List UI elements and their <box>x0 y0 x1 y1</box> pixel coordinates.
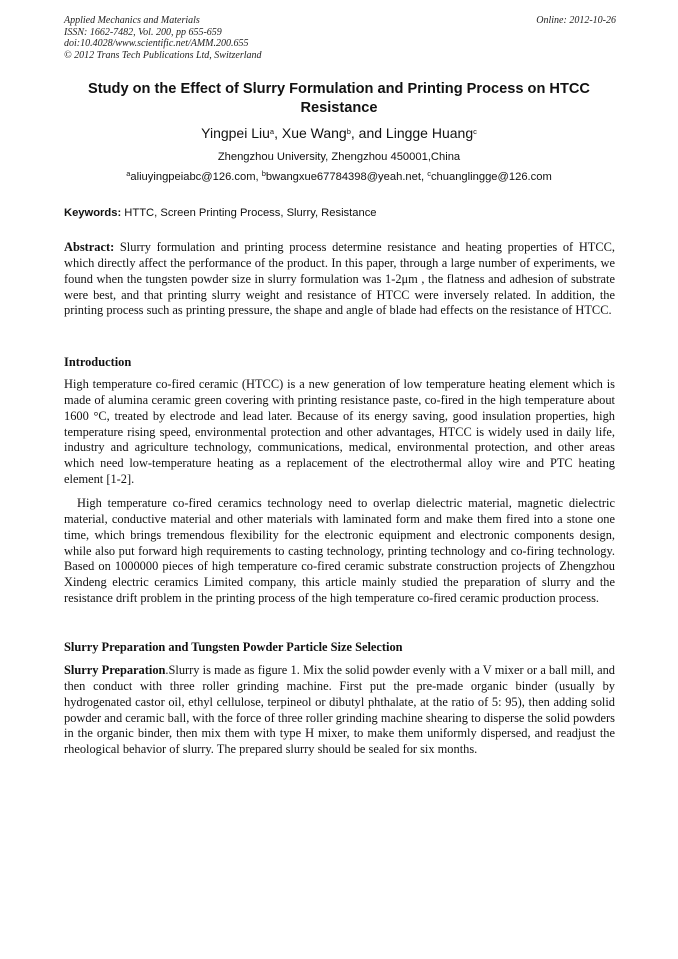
slurry-section-heading: Slurry Preparation and Tungsten Powder Particle Size Selection <box>64 640 403 654</box>
keywords-text: HTTC, Screen Printing Process, Slurry, Resistance <box>121 207 377 219</box>
paper-title: Study on the Effect of Slurry Formulation and Printing Process on HTCC Resistance <box>88 81 590 116</box>
journal-header <box>64 15 616 61</box>
email-superscript: c <box>427 169 431 178</box>
author-name: Yingpei Liu <box>201 125 270 141</box>
introduction-paragraph-2: High temperature co-fired ceramics technology need to overlap dielectric material, magnetic dielectric material, conductive material and other materials with laminated form and make them fired into a stone one time, which brings tremendous flexibility for the electronic equipment and electronic components design, while also put forward high requirements to casting technology, printing technology and co-firing technology. Based on 1000000 pieces of high temperature co-fired ceramic substrate construction projects of Zhengzhou Xindeng electric ceramics Limited company, this article mainly studied the preparation of slurry and the resistance drift problem in the printing process of the high temperature co-fired ceramic production process. <box>64 496 615 606</box>
abstract-label: Abstract: <box>64 240 115 254</box>
author-list <box>56 124 622 142</box>
slurry-run-in-heading: Slurry Preparation <box>64 663 166 677</box>
email-superscript: b <box>261 169 266 178</box>
journal-name: Applied Mechanics and Materials <box>64 15 200 26</box>
author-superscript: c <box>473 127 477 136</box>
online-date: Online: 2012-10-26 <box>536 15 616 26</box>
introduction-heading: Introduction <box>64 355 132 369</box>
email-address: chuanglingge@126.com <box>430 171 552 183</box>
affiliation: Zhengzhou University, Zhengzhou 450001,China <box>217 151 461 163</box>
journal-doi: doi:10.4028/www.scientific.net/AMM.200.655 <box>64 38 249 50</box>
slurry-paragraph <box>64 663 615 758</box>
author-separator: , <box>274 125 282 141</box>
email-superscript: a <box>126 169 131 178</box>
author-name: Lingge Huang <box>385 125 474 141</box>
keywords <box>64 206 616 220</box>
introduction-paragraph-1: High temperature co-fired ceramic (HTCC) is a new generation of low temperature heating element which is made of alumina ceramic green covering with printing resistance paste, co-fired in the high temperature about 1600 °C, treated by electrode and lead later. Because of its energy saving, good insulation properties, high temperature rising speed, environmental protection and other advantages, HTCC is widely used in daily life, industry and agriculture technology, communications, medical, environmental protection, and other areas which need low-temperature heating as a replacement of the electrothermal alloy wire and PTC heating element [1-2]. <box>64 377 615 487</box>
author-name: Xue Wang <box>281 125 347 141</box>
author-separator: , and <box>350 125 386 141</box>
abstract <box>64 240 615 319</box>
journal-issn: ISSN: 1662-7482, Vol. 200, pp 655-659 <box>64 26 222 38</box>
abstract-text: Slurry formulation and printing process determine resistance and heating properties of HTCC, which directly affect the performance of the product. In this paper, through a large number of experiments, we found when the tungsten powder size in slurry formulation was 1-2μm , the flatness and adhesion of substrate were best, and that printing slurry weight and resistance of HTCC were inversely related. In addition, the printing process such as printing pressure, the shape and angle of blade had effects on the resistance of HTCC. <box>64 240 615 318</box>
keywords-label: Keywords: <box>64 207 122 219</box>
email-address: bwangxue67784398@yeah.net <box>265 171 421 183</box>
email-list <box>56 170 622 184</box>
slurry-text: .Slurry is made as figure 1. Mix the solid powder evenly with a V mixer or a ball mill, and then conduct with three roller grinding machine. First put the pre-made organic binder (usually by hydrogenated castor oil, ethyl cellulose, terpineol or dibutyl phthalate, at the ratio of 5: 95), then adding solid powder and ceramic ball, with the force of three roller grinding machine shearing to disperse the solid powders in the organic binder, then mix them with type H mixer, to make them uniformly dispersed, and readjust the rheological behavior of slurry. The prepared slurry should be sealed for six months. <box>64 663 615 757</box>
email-address: aliuyingpeiabc@126.com <box>130 171 256 183</box>
author-superscript: a <box>269 127 275 136</box>
email-separator: , <box>420 171 428 183</box>
email-separator: , <box>255 171 262 183</box>
author-superscript: b <box>346 127 351 136</box>
journal-copyright: © 2012 Trans Tech Publications Ltd, Switzerland <box>64 49 262 61</box>
